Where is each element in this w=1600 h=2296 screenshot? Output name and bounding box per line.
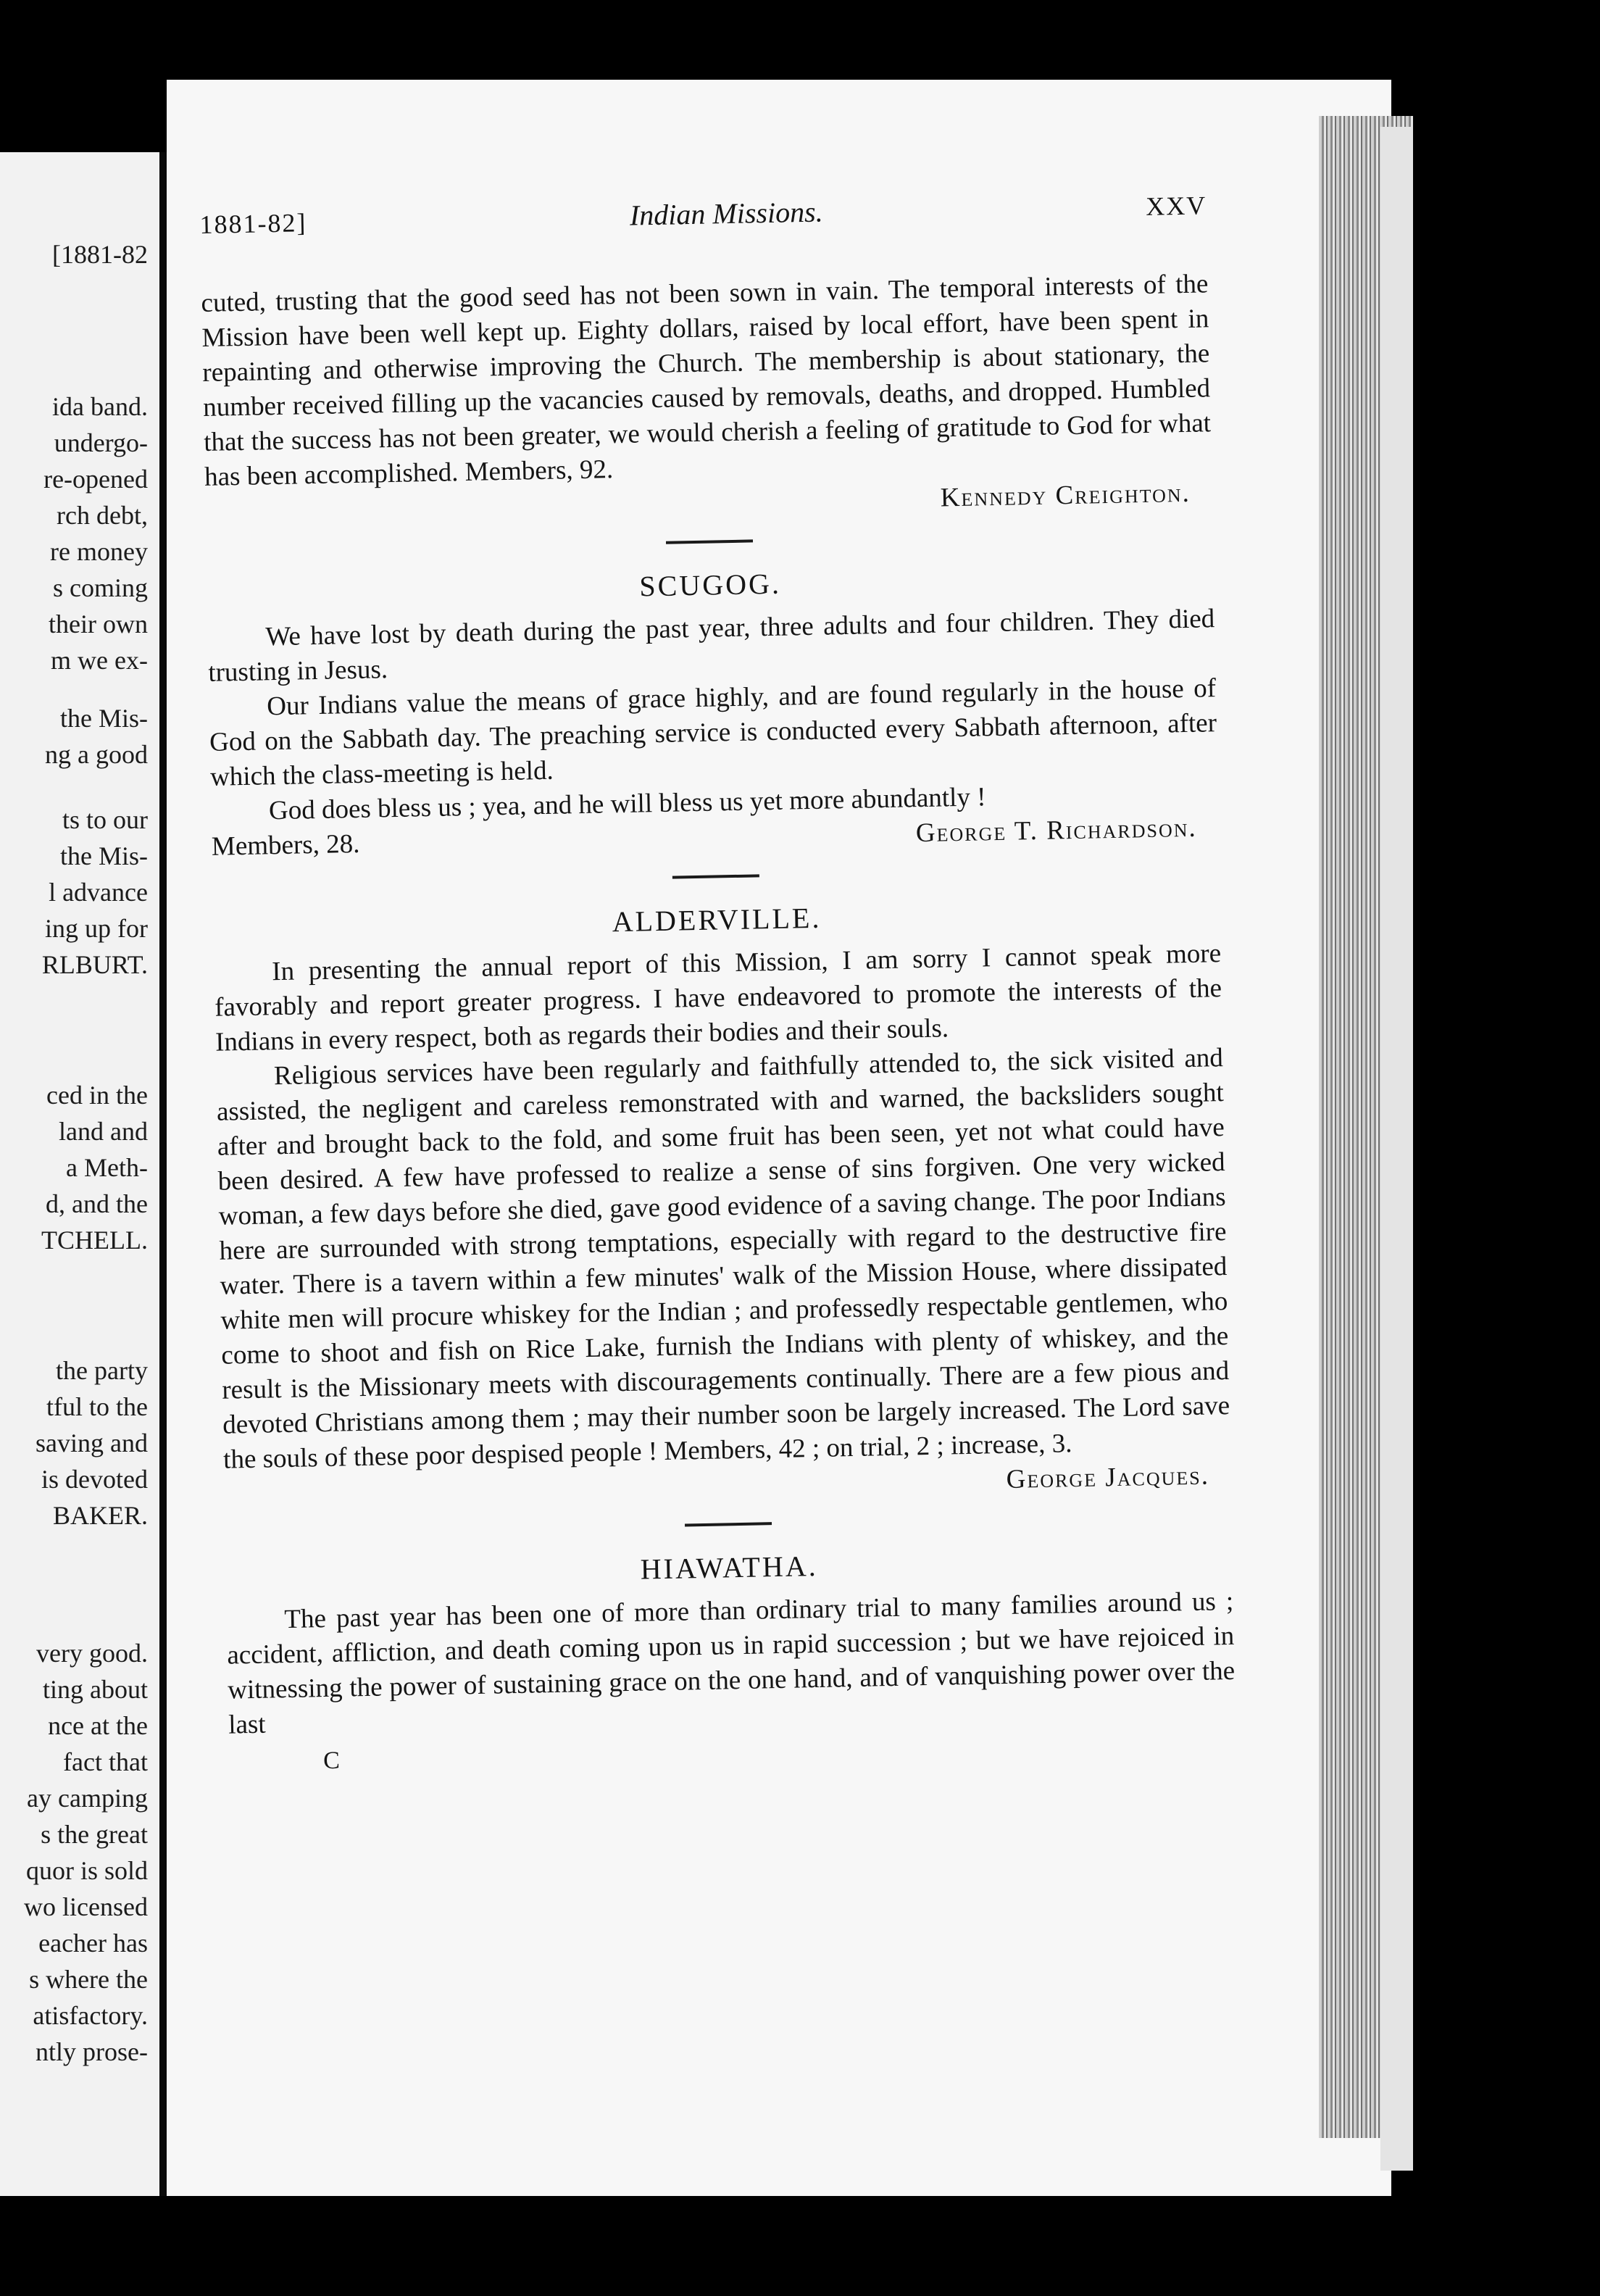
section-title-alderville: ALDERVILLE.	[612, 901, 822, 939]
left-page-line: the party	[56, 1356, 148, 1385]
left-page-line: RLBURT.	[41, 950, 148, 979]
left-page-line: BAKER.	[52, 1501, 148, 1530]
main-text	[199, 187, 1236, 1780]
left-page-line: the Mis-	[60, 704, 148, 733]
left-page-line: rch debt,	[57, 501, 148, 530]
section-divider	[672, 874, 759, 878]
scugog-signature: George T. Richardson.	[915, 812, 1198, 849]
left-page-line: their own	[49, 610, 148, 639]
alderville-paragraph-1: In presenting the annual report of this Mission, I am sorry I cannot speak more favorably and report greater progress. I have endeavored to promote the interests of the Indians in every respect, both as regards their bodies and their souls.	[214, 939, 1222, 1057]
left-page-line: quor is sold	[25, 1856, 148, 1885]
left-page-line: s the great	[41, 1820, 148, 1849]
left-page-line: the Mis-	[60, 841, 148, 870]
section-title-hiawatha: HIAWATHA.	[640, 1549, 819, 1586]
left-page-line: eacher has	[38, 1929, 148, 1958]
header-year: 1881-82]	[199, 208, 307, 239]
left-page-line: ing up for	[45, 914, 148, 943]
left-page-line: land and	[59, 1117, 148, 1146]
left-page-line: ting about	[43, 1675, 148, 1704]
running-title: Indian Missions.	[629, 195, 824, 232]
left-page-line: ntly prose-	[36, 2037, 148, 2066]
alderville-paragraph-2: Religious services have been regularly and faithfully attended to, the sick visited and assisted, the negligent and careless remonstrated with and warned, the backsliders sought after and brought back to the fold, and some fruit has been seen, yet not what could have been desired. A few have professed to realize a sense of sins forgiven. One very wicked woman, a few days before she died, gave good evidence of a saving change. The poor Indians here are surrounded with strong temptations, especially with regard to the destructive fire water. There is a tavern within a few minutes' walk of the Mission House, where dissipated white men will procure whiskey for the Indian ; and professedly respectable gentlemen, who come to shoot and fish on Rice Lake, furnish the Indians with plenty of whiskey, and the result is the Missionary meets with discouragements continually. There are a few pious and devoted Christians among them ; may their number soon be largely increased. The Lord save the souls of these poor despised people ! Members, 42 ; on trial, 2 ; increase, 3.	[216, 1043, 1230, 1475]
left-page-line: s coming	[53, 573, 148, 602]
left-page-line: very good.	[36, 1639, 148, 1668]
left-page-line: ts to our	[62, 805, 148, 834]
left-page-line: re-opened	[43, 465, 148, 494]
left-page-line: is devoted	[41, 1465, 148, 1494]
section-title-scugog: SCUGOG.	[638, 567, 782, 603]
page-number: XXV	[1145, 191, 1207, 221]
left-page-line: [1881-82	[52, 240, 148, 269]
left-page-line: tful to the	[46, 1392, 148, 1421]
left-page-line: ida band.	[52, 392, 148, 421]
left-page-line: saving and	[36, 1428, 148, 1457]
intro-signature: Kennedy Creighton.	[940, 478, 1191, 513]
left-page-line: wo licensed	[24, 1892, 148, 1921]
scugog-paragraph-1: We have lost by death during the past year, three adults and four children. They died trusting in Jesus.	[207, 604, 1215, 688]
section-divider	[685, 1522, 772, 1526]
left-page-line: d, and the	[46, 1189, 148, 1218]
left-page	[0, 152, 168, 2196]
left-page-line: TCHELL.	[41, 1226, 148, 1255]
left-page-line: l advance	[49, 878, 148, 907]
left-page-line: m we ex-	[51, 646, 148, 675]
left-page-line: s where the	[29, 1965, 148, 1994]
scugog-members: Members, 28.	[211, 828, 360, 862]
scugog-paragraph-3: God does bless us ; yea, and he will bless us yet more abundantly !	[268, 782, 986, 826]
left-page-line: fact that	[63, 1747, 148, 1776]
left-page-line: atisfactory.	[33, 2001, 148, 2030]
signature-mark: C	[322, 1747, 341, 1775]
hiawatha-paragraph-1: The past year has been one of more than ordinary trial to many families around us ; accident, affliction, and death coming upon us in rapid succession ; but we have rejoiced in witnessing the power of sustaining grace on the one hand, and of vanquishing power over the last	[226, 1586, 1236, 1740]
left-page-line: re money	[50, 537, 148, 566]
scugog-paragraph-2: Our Indians value the means of grace highly, and are found regularly in the house of God on the Sabbath day. The preaching service is conducted every Sabbath afternoon, after which the class-meeting is held.	[209, 673, 1217, 792]
left-page-line: ced in the	[46, 1081, 148, 1110]
left-page-line: nce at the	[48, 1711, 148, 1740]
intro-paragraph: cuted, trusting that the good seed has not been sown in vain. The temporal interests of the Mission have been well kept up. Eighty dollars, raised by local effort, have been spent in repainting and otherwise improving the Church. The membership is about stationary, the number received filling up the vacancies caused by removals, deaths, and dropped. Humbled that the success has not been greater, we would cherish a feeling of gratitude to God for what has been accomplished. Members, 92.	[201, 269, 1212, 492]
left-page-line: a Meth-	[66, 1153, 148, 1182]
page-edge-tip	[1380, 127, 1413, 2171]
section-divider	[666, 539, 753, 544]
left-page-line: undergo-	[54, 428, 148, 457]
left-page-line: ay camping	[27, 1784, 148, 1813]
alderville-signature: George Jacques.	[1006, 1460, 1210, 1494]
left-page-line: ng a good	[45, 740, 148, 769]
